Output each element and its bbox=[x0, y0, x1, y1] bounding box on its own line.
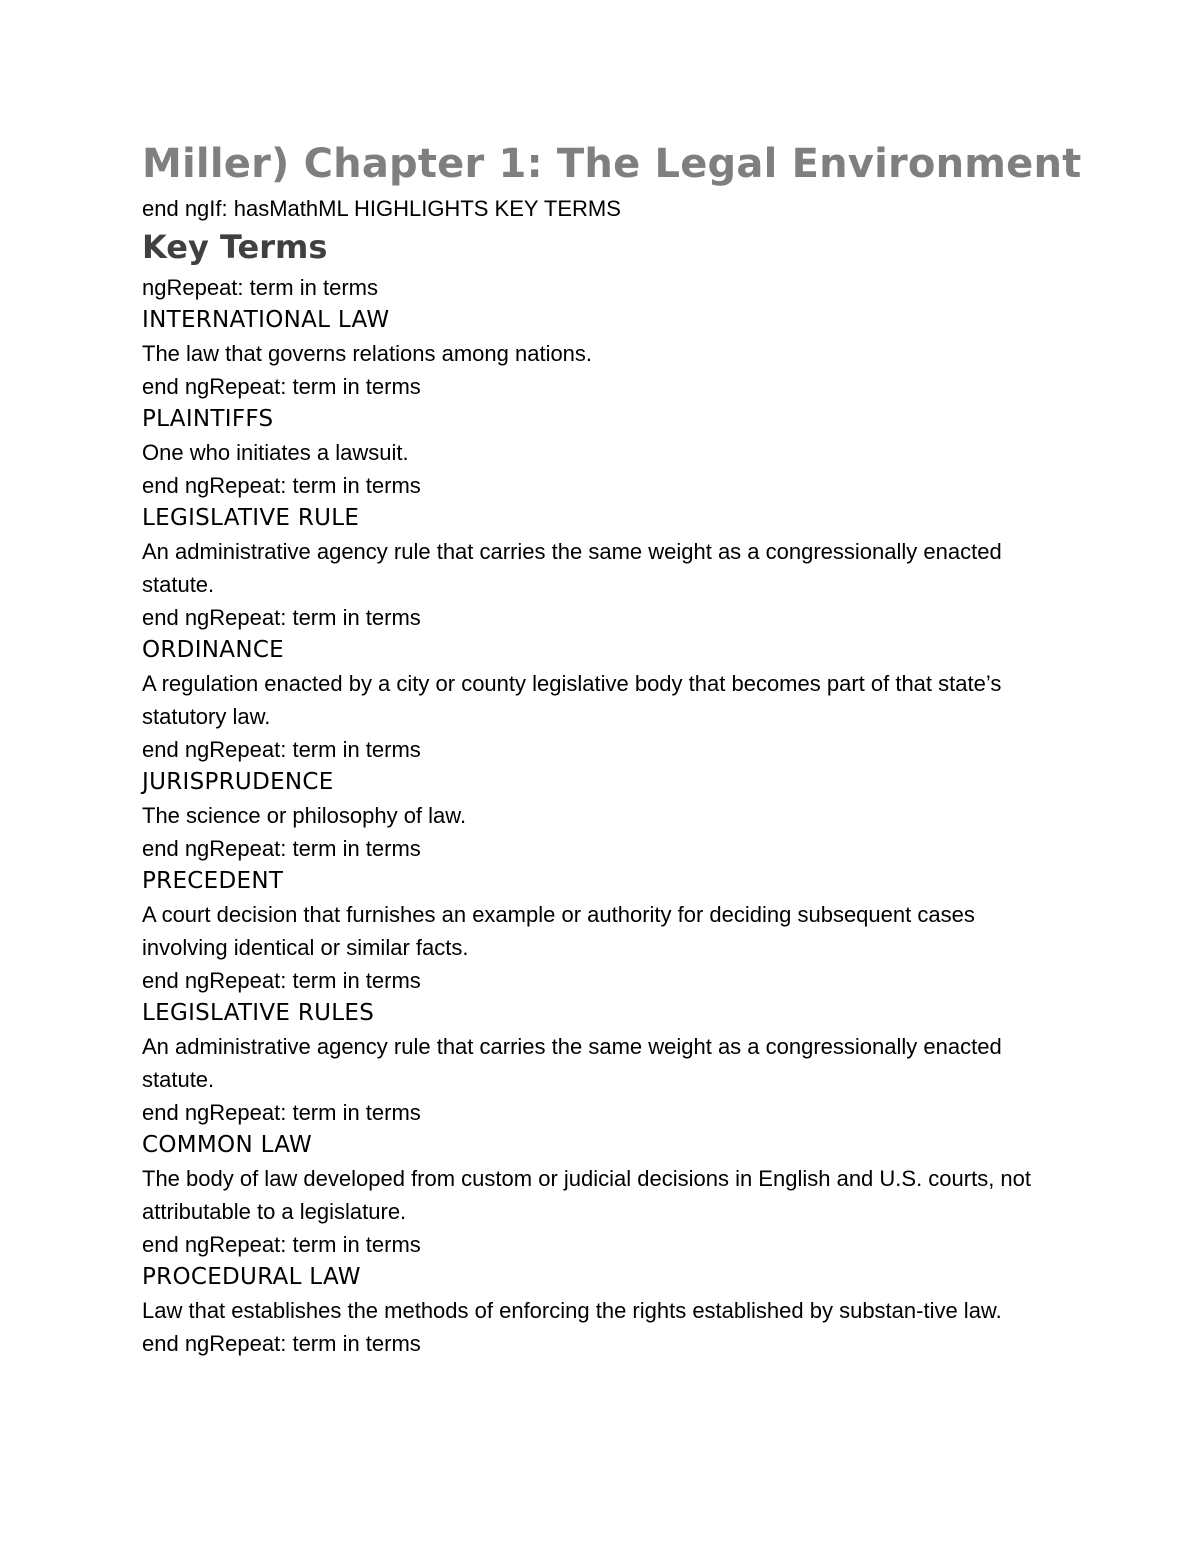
term-name: INTERNATIONAL LAW bbox=[142, 307, 390, 333]
term-item bbox=[142, 634, 1062, 766]
document-title: Miller) Chapter 1: The Legal Environment bbox=[142, 141, 1082, 187]
term-name: LEGISLATIVE RULES bbox=[142, 1000, 375, 1026]
term-item bbox=[142, 865, 1062, 997]
term-item bbox=[142, 304, 1062, 403]
term-name: PLAINTIFFS bbox=[142, 406, 274, 432]
term-end-marker: end ngRepeat: term in terms bbox=[142, 605, 421, 630]
term-definition: An administrative agency rule that carries the same weight as a congressionally enacted statute. bbox=[142, 1034, 1002, 1092]
term-item bbox=[142, 997, 1062, 1129]
term-name: JURISPRUDENCE bbox=[142, 769, 334, 795]
term-end-marker: end ngRepeat: term in terms bbox=[142, 374, 421, 399]
term-item bbox=[142, 1129, 1062, 1261]
repeat-start-marker: ngRepeat: term in terms bbox=[142, 275, 378, 300]
highlights-marker: end ngIf: hasMathML HIGHLIGHTS KEY TERMS bbox=[142, 196, 621, 221]
term-definition: A court decision that furnishes an example or authority for deciding subsequent cases involving identical or similar facts. bbox=[142, 902, 975, 960]
term-name: ORDINANCE bbox=[142, 637, 285, 663]
term-definition: The law that governs relations among nations. bbox=[142, 341, 593, 366]
term-item bbox=[142, 502, 1062, 634]
key-terms-heading: Key Terms bbox=[142, 228, 328, 266]
term-list bbox=[142, 304, 1062, 1360]
term-definition: A regulation enacted by a city or county legislative body that becomes part of that state’s statutory law. bbox=[142, 671, 1002, 729]
term-end-marker: end ngRepeat: term in terms bbox=[142, 737, 421, 762]
term-definition: An administrative agency rule that carries the same weight as a congressionally enacted statute. bbox=[142, 539, 1002, 597]
document-page bbox=[142, 138, 1082, 1360]
term-item bbox=[142, 403, 1062, 502]
term-definition: One who initiates a lawsuit. bbox=[142, 440, 409, 465]
term-end-marker: end ngRepeat: term in terms bbox=[142, 836, 421, 861]
term-name: COMMON LAW bbox=[142, 1132, 313, 1158]
term-end-marker: end ngRepeat: term in terms bbox=[142, 1100, 421, 1125]
term-name: PRECEDENT bbox=[142, 868, 284, 894]
term-end-marker: end ngRepeat: term in terms bbox=[142, 968, 421, 993]
term-end-marker: end ngRepeat: term in terms bbox=[142, 473, 421, 498]
term-end-marker: end ngRepeat: term in terms bbox=[142, 1331, 421, 1356]
term-name: PROCEDURAL LAW bbox=[142, 1264, 361, 1290]
term-item bbox=[142, 1261, 1062, 1360]
term-definition: Law that establishes the methods of enforcing the rights established by substan-tive law. bbox=[142, 1298, 1002, 1323]
term-item bbox=[142, 766, 1062, 865]
term-name: LEGISLATIVE RULE bbox=[142, 505, 360, 531]
term-definition: The body of law developed from custom or judicial decisions in English and U.S. courts, not attributable to a legislature. bbox=[142, 1166, 1032, 1224]
term-definition: The science or philosophy of law. bbox=[142, 803, 467, 828]
term-end-marker: end ngRepeat: term in terms bbox=[142, 1232, 421, 1257]
